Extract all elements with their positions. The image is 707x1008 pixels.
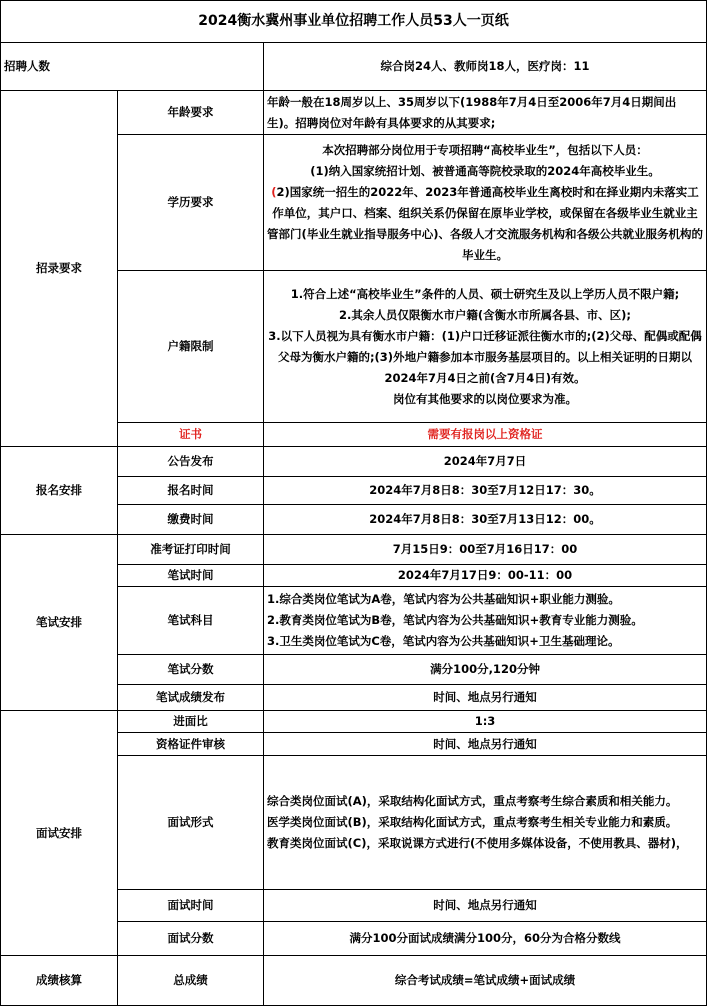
final-label: 成绩核算: [1, 956, 118, 1006]
written-results-value: 时间、地点另行通知: [264, 685, 707, 711]
admit-card-label: 准考证打印时间: [118, 535, 264, 565]
ratio-label: 进面比: [118, 711, 264, 733]
exam-time-value: 2024年7月17日9：00-11：00: [264, 565, 707, 587]
headcount-value: 综合岗24人、教师岗18人，医疗岗：11: [264, 43, 707, 91]
exam-time-label: 笔试时间: [118, 565, 264, 587]
page-title: 2024衡水冀州事业单位招聘工作人员53人一页纸: [1, 1, 707, 43]
hukou-line-3: 3.以下人员视为具有衡水市户籍：(1)户口迁移证派往衡水市的;(2)父母、配偶或配偶父母为衡水户籍的;(3)外地户籍参加本市服务基层项目的。以上相关证明的日期以2024年7月4日之前(含7月4日)有效。: [268, 328, 702, 385]
education-label: 学历要求: [118, 135, 264, 271]
written-label: 笔试安排: [1, 535, 118, 711]
hukou-line-1: 1.符合上述“高校毕业生”条件的人员、硕士研究生及以上学历人员不限户籍;: [290, 286, 680, 301]
interview-time-label: 面试时间: [118, 890, 264, 922]
payment-time-value: 2024年7月8日8：30至7月13日12：00。: [264, 505, 707, 535]
written-score-value: 满分100分,120分钟: [264, 655, 707, 685]
interview-time-value: 时间、地点另行通知: [264, 890, 707, 922]
education-item-1: (1)纳入国家统招计划、被普通高等院校录取的2024年高校毕业生。: [310, 163, 660, 178]
format-line: 综合类岗位面试(A)，采取结构化面试方式，重点考察考生综合素质和相关能力。: [267, 794, 678, 808]
signup-time-label: 报名时间: [118, 477, 264, 505]
written-row: [1, 535, 707, 565]
hukou-text: [264, 271, 707, 423]
education-item-2: [267, 182, 703, 266]
hukou-line-2: 2.其余人员仅限衡水市户籍(含衡水市所属各县、市、区);: [339, 307, 631, 322]
hukou-label: 户籍限制: [118, 271, 264, 423]
announcement-value: 2024年7月7日: [264, 447, 707, 477]
headcount-row: [1, 43, 707, 91]
interview-label: 面试安排: [1, 711, 118, 956]
interview-score-label: 面试分数: [118, 922, 264, 956]
age-label: 年龄要求: [118, 91, 264, 135]
total-label: 总成绩: [118, 956, 264, 1006]
subject-line: 1.综合类岗位笔试为A卷，笔试内容为公共基础知识+职业能力测验。: [267, 592, 620, 606]
qualification-value: 时间、地点另行通知: [264, 733, 707, 756]
age-row: [1, 91, 707, 135]
subject-line: 3.卫生类岗位笔试为C卷，笔试内容为公共基础知识+卫生基础理论。: [267, 634, 620, 648]
announcement-label: 公告发布: [118, 447, 264, 477]
headcount-label: 招聘人数: [1, 43, 264, 91]
hukou-line-4: 岗位有其他要求的以岗位要求为准。: [393, 391, 577, 406]
certificate-label: 证书: [118, 423, 264, 447]
title-row: [1, 1, 707, 43]
education-item-2-mark: (: [271, 184, 277, 199]
format-line: 医学类岗位面试(B)，采取结构化面试方式，重点考察考生相关专业能力和素质。: [267, 815, 678, 829]
subjects-text: [264, 587, 707, 655]
written-score-label: 笔试分数: [118, 655, 264, 685]
total-value: 综合考试成绩=笔试成绩+面试成绩: [264, 956, 707, 1006]
education-text: [264, 135, 707, 271]
signup-time-value: 2024年7月8日8：30至7月12日17：30。: [264, 477, 707, 505]
certificate-value: 需要有报岗以上资格证: [264, 423, 707, 447]
interview-score-value: 满分100分面试成绩满分100分，60分为合格分数线: [264, 922, 707, 956]
interview-format-text: [264, 756, 707, 890]
requirements-label: 招录要求: [1, 91, 118, 447]
written-results-label: 笔试成绩发布: [118, 685, 264, 711]
age-text: 年龄一般在18周岁以上、35周岁以下(1988年7月4日至2006年7月4日期间出生)。招聘岗位对年龄有具体要求的从其要求;: [264, 91, 707, 135]
qualification-label: 资格证件审核: [118, 733, 264, 756]
admit-card-value: 7月15日9：00至7月16日17：00: [264, 535, 707, 565]
final-row: [1, 956, 707, 1006]
education-item-2-text: 2)国家统一招生的2022年、2023年普通高校毕业生离校时和在择业期内未落实工作单位，其户口、档案、组织关系仍保留在原毕业学校，或保留在各级毕业生就业主管部门(毕业生就业指导服务中心)、各级人才交流服务机构和各级公共就业服务机构的毕业生。: [267, 184, 704, 262]
interview-row: [1, 711, 707, 733]
subjects-label: 笔试科目: [118, 587, 264, 655]
education-intro: 本次招聘部分岗位用于专项招聘“高校毕业生”，包括以下人员：: [322, 142, 648, 157]
interview-format-label: 面试形式: [118, 756, 264, 890]
subject-line: 2.教育类岗位笔试为B卷，笔试内容为公共基础知识+教育专业能力测验。: [267, 613, 643, 627]
format-line: 教育类岗位面试(C)，采取说课方式进行(不使用多媒体设备，不使用教具、器材)，: [267, 836, 688, 850]
payment-time-label: 缴费时间: [118, 505, 264, 535]
registration-row: [1, 447, 707, 477]
registration-label: 报名安排: [1, 447, 118, 535]
ratio-value: 1:3: [264, 711, 707, 733]
